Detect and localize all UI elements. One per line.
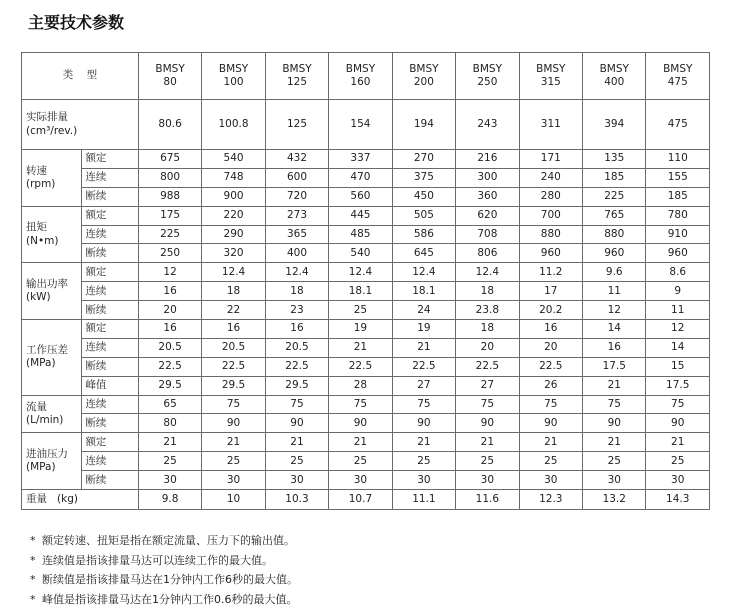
value-cell: 12 — [138, 263, 201, 282]
model-size: 250 — [477, 76, 498, 88]
condition-label: 额定 — [82, 263, 138, 282]
value-cell: 21 — [583, 433, 646, 452]
table-row — [22, 471, 710, 490]
param-label-line: 实际排量 — [26, 111, 68, 124]
value-cell: 90 — [329, 414, 392, 433]
note-item — [30, 570, 298, 590]
model-header — [265, 53, 328, 100]
note-bullet: * — [30, 534, 36, 547]
value-cell: 15 — [646, 357, 710, 376]
note-text: 额定转速、扭矩是指在额定流量、压力下的输出值。 — [42, 534, 295, 547]
value-cell: 22.5 — [329, 357, 392, 376]
param-label-line: (MPa) — [26, 357, 56, 370]
value-cell: 25 — [392, 452, 455, 471]
model-series: BMSY — [345, 62, 376, 75]
value-cell: 65 — [138, 395, 201, 414]
value-cell: 30 — [456, 471, 519, 490]
value-cell: 75 — [456, 395, 519, 414]
value-cell: 75 — [646, 395, 710, 414]
model-header — [392, 53, 455, 100]
model-series: BMSY — [472, 62, 503, 75]
table-row — [22, 100, 710, 150]
value-cell: 27 — [456, 376, 519, 395]
table-row — [22, 376, 710, 395]
value-cell: 540 — [329, 244, 392, 263]
value-cell: 12.3 — [519, 490, 582, 510]
value-cell: 10 — [202, 490, 265, 510]
value-cell: 708 — [456, 225, 519, 244]
value-cell: 311 — [519, 100, 582, 150]
condition-label: 额定 — [82, 206, 138, 225]
value-cell: 748 — [202, 168, 265, 187]
value-cell: 80 — [138, 414, 201, 433]
value-cell: 75 — [329, 395, 392, 414]
value-cell: 90 — [456, 414, 519, 433]
value-cell: 220 — [202, 206, 265, 225]
value-cell: 216 — [456, 150, 519, 169]
condition-label: 连续 — [82, 395, 138, 414]
value-cell: 11 — [646, 301, 710, 320]
value-cell: 22.5 — [519, 357, 582, 376]
param-label — [22, 263, 82, 320]
value-cell: 13.2 — [583, 490, 646, 510]
table-row — [22, 150, 710, 169]
table-row — [22, 433, 710, 452]
param-label-line: (cm³/rev.) — [26, 124, 78, 137]
value-cell: 30 — [329, 471, 392, 490]
value-cell: 586 — [392, 225, 455, 244]
value-cell: 100.8 — [202, 100, 265, 150]
model-size: 200 — [413, 76, 434, 88]
model-series: BMSY — [155, 62, 185, 75]
value-cell: 75 — [202, 395, 265, 414]
condition-label: 连续 — [82, 168, 138, 187]
value-cell: 23.8 — [456, 301, 519, 320]
value-cell: 75 — [392, 395, 455, 414]
value-cell: 700 — [519, 206, 582, 225]
weight-row — [22, 490, 710, 510]
value-cell: 394 — [583, 100, 646, 150]
value-cell: 11.2 — [519, 263, 582, 282]
value-cell: 135 — [583, 150, 646, 169]
value-cell: 155 — [646, 168, 710, 187]
value-cell: 21 — [392, 338, 455, 357]
value-cell: 26 — [519, 376, 582, 395]
model-series: BMSY — [409, 62, 439, 75]
value-cell: 900 — [202, 187, 265, 206]
notes — [30, 531, 298, 609]
condition-label: 断续 — [82, 357, 138, 376]
value-cell: 25 — [202, 452, 265, 471]
value-cell: 21 — [138, 433, 201, 452]
value-cell: 16 — [583, 338, 646, 357]
value-cell: 110 — [646, 150, 710, 169]
value-cell: 22.5 — [138, 357, 201, 376]
model-series: BMSY — [218, 62, 249, 75]
value-cell: 806 — [456, 244, 519, 263]
page-title: 主要技术参数 — [28, 13, 125, 32]
value-cell: 445 — [329, 206, 392, 225]
value-cell: 75 — [519, 395, 582, 414]
param-label-line: 流量 — [26, 400, 47, 413]
value-cell: 22.5 — [265, 357, 328, 376]
table-row — [22, 187, 710, 206]
value-cell: 30 — [392, 471, 455, 490]
value-cell: 29.5 — [202, 376, 265, 395]
value-cell: 16 — [138, 282, 201, 301]
value-cell: 880 — [519, 225, 582, 244]
param-label-line: 转速 — [26, 164, 47, 177]
value-cell: 90 — [202, 414, 265, 433]
value-cell: 28 — [329, 376, 392, 395]
table-row — [22, 263, 710, 282]
param-label — [22, 150, 82, 207]
value-cell: 450 — [392, 187, 455, 206]
table-row — [22, 168, 710, 187]
note-text: 峰值是指该排量马达在1分钟内工作0.6秒的最大值。 — [42, 592, 298, 606]
value-cell: 240 — [519, 168, 582, 187]
param-label-line: (MPa) — [26, 461, 56, 474]
value-cell: 780 — [646, 206, 710, 225]
condition-label: 峰值 — [82, 376, 138, 395]
value-cell: 22.5 — [392, 357, 455, 376]
param-label — [22, 100, 139, 150]
value-cell: 30 — [138, 471, 201, 490]
value-cell: 620 — [456, 206, 519, 225]
value-cell: 16 — [519, 320, 582, 339]
value-cell: 30 — [265, 471, 328, 490]
model-series: BMSY — [282, 62, 312, 75]
model-size: 160 — [350, 76, 371, 88]
value-cell: 27 — [392, 376, 455, 395]
value-cell: 16 — [202, 320, 265, 339]
condition-label: 额定 — [82, 150, 138, 169]
value-cell: 12.4 — [329, 263, 392, 282]
value-cell: 90 — [265, 414, 328, 433]
value-cell: 24 — [392, 301, 455, 320]
value-cell: 365 — [265, 225, 328, 244]
value-cell: 432 — [265, 150, 328, 169]
value-cell: 485 — [329, 225, 392, 244]
value-cell: 90 — [583, 414, 646, 433]
value-cell: 16 — [265, 320, 328, 339]
value-cell: 375 — [392, 168, 455, 187]
value-cell: 18.1 — [392, 282, 455, 301]
model-series: BMSY — [663, 62, 693, 75]
value-cell: 30 — [519, 471, 582, 490]
condition-label: 连续 — [82, 452, 138, 471]
value-cell: 18 — [202, 282, 265, 301]
value-cell: 185 — [583, 168, 646, 187]
value-cell: 18 — [265, 282, 328, 301]
table-row — [22, 320, 710, 339]
value-cell: 250 — [138, 244, 201, 263]
value-cell: 25 — [456, 452, 519, 471]
value-cell: 910 — [646, 225, 710, 244]
table-row — [22, 338, 710, 357]
header-row — [22, 53, 710, 100]
value-cell: 10.7 — [329, 490, 392, 510]
model-header — [202, 53, 265, 100]
value-cell: 90 — [646, 414, 710, 433]
value-cell: 21 — [519, 433, 582, 452]
value-cell: 18.1 — [329, 282, 392, 301]
value-cell: 280 — [519, 187, 582, 206]
note-item — [30, 531, 298, 551]
value-cell: 175 — [138, 206, 201, 225]
model-header — [646, 53, 710, 100]
value-cell: 960 — [646, 244, 710, 263]
value-cell: 17.5 — [583, 357, 646, 376]
value-cell: 12.4 — [392, 263, 455, 282]
value-cell: 80.6 — [138, 100, 201, 150]
value-cell: 171 — [519, 150, 582, 169]
value-cell: 21 — [329, 338, 392, 357]
value-cell: 20 — [456, 338, 519, 357]
value-cell: 675 — [138, 150, 201, 169]
spec-table — [21, 52, 710, 510]
value-cell: 21 — [265, 433, 328, 452]
model-series: BMSY — [536, 62, 566, 75]
condition-label: 断续 — [82, 471, 138, 490]
value-cell: 21 — [583, 376, 646, 395]
value-cell: 960 — [519, 244, 582, 263]
value-cell: 880 — [583, 225, 646, 244]
value-cell: 12.4 — [265, 263, 328, 282]
value-cell: 560 — [329, 187, 392, 206]
note-bullet: * — [30, 573, 36, 586]
model-size: 475 — [667, 76, 688, 88]
value-cell: 22.5 — [456, 357, 519, 376]
table-row — [22, 452, 710, 471]
note-item — [30, 551, 298, 571]
value-cell: 90 — [392, 414, 455, 433]
value-cell: 225 — [583, 187, 646, 206]
param-label-line: 进油压力 — [26, 448, 68, 461]
value-cell: 18 — [456, 282, 519, 301]
value-cell: 720 — [265, 187, 328, 206]
value-cell: 21 — [329, 433, 392, 452]
value-cell: 30 — [202, 471, 265, 490]
value-cell: 12 — [583, 301, 646, 320]
type-header: 类 型 — [22, 53, 139, 100]
table-row — [22, 395, 710, 414]
value-cell: 125 — [265, 100, 328, 150]
condition-label: 连续 — [82, 225, 138, 244]
value-cell: 540 — [202, 150, 265, 169]
value-cell: 23 — [265, 301, 328, 320]
value-cell: 22.5 — [202, 357, 265, 376]
model-size: 80 — [163, 76, 177, 88]
param-label-line: (kW) — [26, 291, 51, 304]
value-cell: 765 — [583, 206, 646, 225]
value-cell: 12 — [646, 320, 710, 339]
table-row — [22, 357, 710, 376]
value-cell: 988 — [138, 187, 201, 206]
value-cell: 30 — [583, 471, 646, 490]
value-cell: 360 — [456, 187, 519, 206]
value-cell: 20.2 — [519, 301, 582, 320]
model-header — [138, 53, 201, 100]
value-cell: 475 — [646, 100, 710, 150]
param-label-line: (N•m) — [26, 234, 59, 247]
value-cell: 9.6 — [583, 263, 646, 282]
param-label-line: (L/min) — [26, 413, 64, 426]
value-cell: 21 — [646, 433, 710, 452]
model-header — [456, 53, 519, 100]
value-cell: 505 — [392, 206, 455, 225]
value-cell: 18 — [456, 320, 519, 339]
note-item — [30, 590, 298, 610]
condition-label: 连续 — [82, 282, 138, 301]
value-cell: 11.1 — [392, 490, 455, 510]
model-header — [583, 53, 646, 100]
value-cell: 19 — [392, 320, 455, 339]
value-cell: 30 — [646, 471, 710, 490]
value-cell: 10.3 — [265, 490, 328, 510]
value-cell: 29.5 — [265, 376, 328, 395]
weight-label: 重量 (kg) — [22, 490, 139, 510]
value-cell: 470 — [329, 168, 392, 187]
condition-label: 额定 — [82, 320, 138, 339]
condition-label: 断续 — [82, 414, 138, 433]
param-label-line: (rpm) — [26, 177, 56, 190]
value-cell: 25 — [646, 452, 710, 471]
value-cell: 11 — [583, 282, 646, 301]
value-cell: 17.5 — [646, 376, 710, 395]
value-cell: 600 — [265, 168, 328, 187]
param-label — [22, 433, 82, 490]
value-cell: 12.4 — [456, 263, 519, 282]
value-cell: 20 — [138, 301, 201, 320]
table-row — [22, 414, 710, 433]
value-cell: 14 — [646, 338, 710, 357]
value-cell: 337 — [329, 150, 392, 169]
value-cell: 185 — [646, 187, 710, 206]
model-header — [519, 53, 582, 100]
value-cell: 25 — [329, 452, 392, 471]
value-cell: 25 — [583, 452, 646, 471]
model-size: 100 — [223, 76, 244, 88]
table-row — [22, 206, 710, 225]
value-cell: 25 — [138, 452, 201, 471]
note-text: 连续值是指该排量马达可以连续工作的最大值。 — [42, 553, 273, 567]
value-cell: 800 — [138, 168, 201, 187]
value-cell: 8.6 — [646, 263, 710, 282]
value-cell: 16 — [138, 320, 201, 339]
value-cell: 300 — [456, 168, 519, 187]
model-header — [329, 53, 392, 100]
value-cell: 29.5 — [138, 376, 201, 395]
value-cell: 20 — [519, 338, 582, 357]
value-cell: 645 — [392, 244, 455, 263]
condition-label: 额定 — [82, 433, 138, 452]
value-cell: 21 — [202, 433, 265, 452]
value-cell: 25 — [329, 301, 392, 320]
value-cell: 90 — [519, 414, 582, 433]
note-text: 断续值是指该排量马达在1分钟内工作6秒的最大值。 — [42, 573, 298, 586]
value-cell: 11.6 — [456, 490, 519, 510]
note-bullet: * — [30, 592, 36, 606]
condition-label: 断续 — [82, 301, 138, 320]
value-cell: 320 — [202, 244, 265, 263]
model-size: 315 — [540, 76, 561, 88]
condition-label: 连续 — [82, 338, 138, 357]
param-label-line: 输出功率 — [26, 278, 68, 291]
value-cell: 960 — [583, 244, 646, 263]
value-cell: 194 — [392, 100, 455, 150]
value-cell: 75 — [583, 395, 646, 414]
note-bullet: * — [30, 553, 36, 567]
param-label-line: 工作压差 — [26, 344, 68, 357]
value-cell: 20.5 — [138, 338, 201, 357]
value-cell: 9.8 — [138, 490, 201, 510]
value-cell: 290 — [202, 225, 265, 244]
table-row — [22, 225, 710, 244]
condition-label: 断续 — [82, 244, 138, 263]
value-cell: 20.5 — [265, 338, 328, 357]
value-cell: 270 — [392, 150, 455, 169]
value-cell: 19 — [329, 320, 392, 339]
value-cell: 17 — [519, 282, 582, 301]
value-cell: 9 — [646, 282, 710, 301]
model-size: 400 — [604, 76, 625, 88]
value-cell: 14.3 — [646, 490, 710, 510]
table-row — [22, 301, 710, 320]
value-cell: 20.5 — [202, 338, 265, 357]
table-row — [22, 244, 710, 263]
value-cell: 273 — [265, 206, 328, 225]
value-cell: 154 — [329, 100, 392, 150]
value-cell: 243 — [456, 100, 519, 150]
model-series: BMSY — [599, 62, 629, 75]
value-cell: 12.4 — [202, 263, 265, 282]
param-label — [22, 206, 82, 263]
value-cell: 75 — [265, 395, 328, 414]
value-cell: 400 — [265, 244, 328, 263]
value-cell: 225 — [138, 225, 201, 244]
param-label-line: 扭矩 — [26, 221, 47, 234]
value-cell: 21 — [392, 433, 455, 452]
value-cell: 25 — [519, 452, 582, 471]
value-cell: 14 — [583, 320, 646, 339]
value-cell: 25 — [265, 452, 328, 471]
condition-label: 断续 — [82, 187, 138, 206]
model-size: 125 — [286, 76, 308, 88]
value-cell: 21 — [456, 433, 519, 452]
param-label — [22, 320, 82, 396]
table-row — [22, 282, 710, 301]
value-cell: 22 — [202, 301, 265, 320]
param-label — [22, 395, 82, 433]
